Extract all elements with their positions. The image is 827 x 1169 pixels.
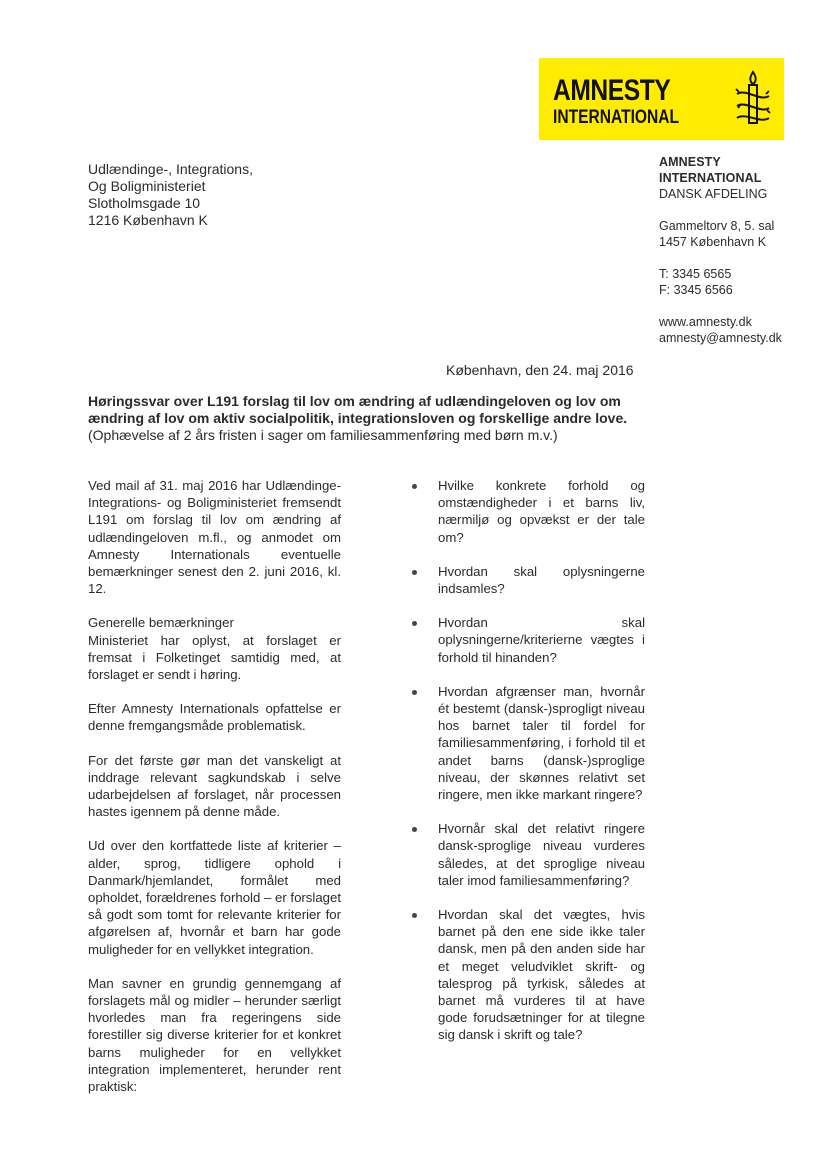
bullet-text: Hvordan skal det vægtes, hvis barnet på den ene side ikke taler dansk, men på den anden side har et meget veludviklet skrift- og talesprog på tyrkisk, således at barnet må vurderes til at have gode forudsætninger for at tilegne sig dansk i skrift og tale? bbox=[438, 907, 645, 1043]
logo-wordmark bbox=[553, 76, 707, 127]
amnesty-logo bbox=[539, 58, 784, 140]
recipient-line: Udlændinge-, Integrations, bbox=[88, 161, 253, 177]
bullet-item bbox=[412, 683, 645, 803]
logo-line-1: AMNESTY bbox=[553, 74, 671, 107]
date-line: København, den 24. maj 2016 bbox=[446, 362, 634, 378]
subject-line bbox=[88, 393, 640, 444]
recipient-line: 1216 København K bbox=[88, 212, 208, 228]
bullet-text: Hvordan skal oplysningerne indsamles? bbox=[438, 563, 645, 597]
bullet-item bbox=[412, 614, 645, 666]
paragraph: Ud over den kortfattede liste af kriterier – alder, sprog, tidligere ophold i Danmark/hjemlandet, formålet med opholdet, forældrenes forhold – er forslaget så godt som tomt for relevante kriterier for afgørelsen af, hvornår et barn har gode muligheder for en vellykket integration. bbox=[88, 838, 341, 957]
section-block bbox=[88, 614, 341, 683]
body-left-column bbox=[88, 477, 341, 1112]
subject-bold: Høringssvar over L191 forslag til lov om ændring af udlændingeloven og lov om ændring af lov om aktiv socialpolitik, integrationsloven og forskellige andre love. bbox=[88, 393, 628, 426]
bullet-text: Hvilke konkrete forhold og omstændigheder i et barns liv, nærmiljø og opvækst er der tale om? bbox=[438, 478, 645, 545]
bullet-item bbox=[412, 820, 645, 889]
bullet-text: Hvordan skal oplysningerne/kriterierne vægtes i forhold til hinanden? bbox=[438, 615, 645, 665]
recipient-address bbox=[88, 161, 348, 229]
sender-phone: T: 3345 6565 bbox=[659, 267, 732, 281]
bullet-icon bbox=[412, 484, 417, 489]
paragraph: Ministeriet har oplyst, at forslaget er fremsat i Folketinget samtidig med, at forslaget er sendt i høring. bbox=[88, 632, 341, 683]
body-right-column bbox=[412, 477, 645, 1061]
sender-email-link[interactable]: amnesty@amnesty.dk bbox=[659, 331, 782, 345]
recipient-line: Og Boligministeriet bbox=[88, 178, 206, 194]
bullet-icon bbox=[412, 913, 417, 918]
bullet-item bbox=[412, 906, 645, 1044]
recipient-line: Slotholmsgade 10 bbox=[88, 195, 201, 211]
sender-org: AMNESTY INTERNATIONAL bbox=[659, 155, 762, 185]
bullet-item bbox=[412, 477, 645, 546]
bullet-icon bbox=[412, 570, 417, 575]
sender-dept: DANSK AFDELING bbox=[659, 187, 768, 201]
bullet-text: Hvornår skal det relativt ringere dansk-sproglige niveau vurderes således, at det sproglige niveau taler imod familiesammenføring? bbox=[438, 821, 645, 888]
sender-address bbox=[659, 154, 809, 346]
sender-fax: F: 3345 6566 bbox=[659, 283, 733, 297]
sender-website-link[interactable]: www.amnesty.dk bbox=[659, 315, 752, 329]
section-heading: Generelle bemærkninger bbox=[88, 615, 234, 631]
paragraph: Efter Amnesty Internationals opfattelse er denne fremgangsmåde problematisk. bbox=[88, 701, 341, 734]
candle-barbed-wire-icon bbox=[731, 68, 775, 130]
subject-parenthetical: (Ophævelse af 2 års fristen i sager om familiesammenføring med børn m.v.) bbox=[88, 427, 558, 443]
paragraph: For det første gør man det vanskeligt at inddrage relevant sagkundskab i selve udarbejdelsen af forslaget, når processen hastes igennem på denne måde. bbox=[88, 752, 341, 820]
bullet-icon bbox=[412, 690, 417, 695]
sender-city: 1457 København K bbox=[659, 235, 767, 249]
bullet-text: Hvordan afgrænser man, hvornår ét bestemt (dansk-)sprogligt niveau hos barnet taler til fordel for familiesammenføring, i forhold til et andet barns (dansk-)sproglige niveau, der skønnes relativt set ringere, men ikke markant ringere? bbox=[438, 683, 645, 803]
paragraph: Man savner en grundig gennemgang af forslagets mål og midler – herunder særligt hvorledes man fra regeringens side forestiller sig diverse kriterier for et konkret barns muligheder for en vellykket integration implementeret, herunder rent praktisk: bbox=[88, 975, 341, 1095]
paragraph: Ved mail af 31. maj 2016 har Udlændinge-Integrations- og Boligministeriet fremsendt L191 om forslag til lov om ændring af udlændingeloven m.fl., og anmodet om Amnesty Internationals eventuelle bemærkninger senest den 2. juni 2016, kl. 12. bbox=[88, 478, 341, 597]
sender-street: Gammeltorv 8, 5. sal bbox=[659, 219, 775, 233]
bullet-item bbox=[412, 563, 645, 597]
bullet-icon bbox=[412, 621, 417, 626]
logo-line-2: INTERNATIONAL bbox=[553, 107, 680, 128]
bullet-icon bbox=[412, 827, 417, 832]
